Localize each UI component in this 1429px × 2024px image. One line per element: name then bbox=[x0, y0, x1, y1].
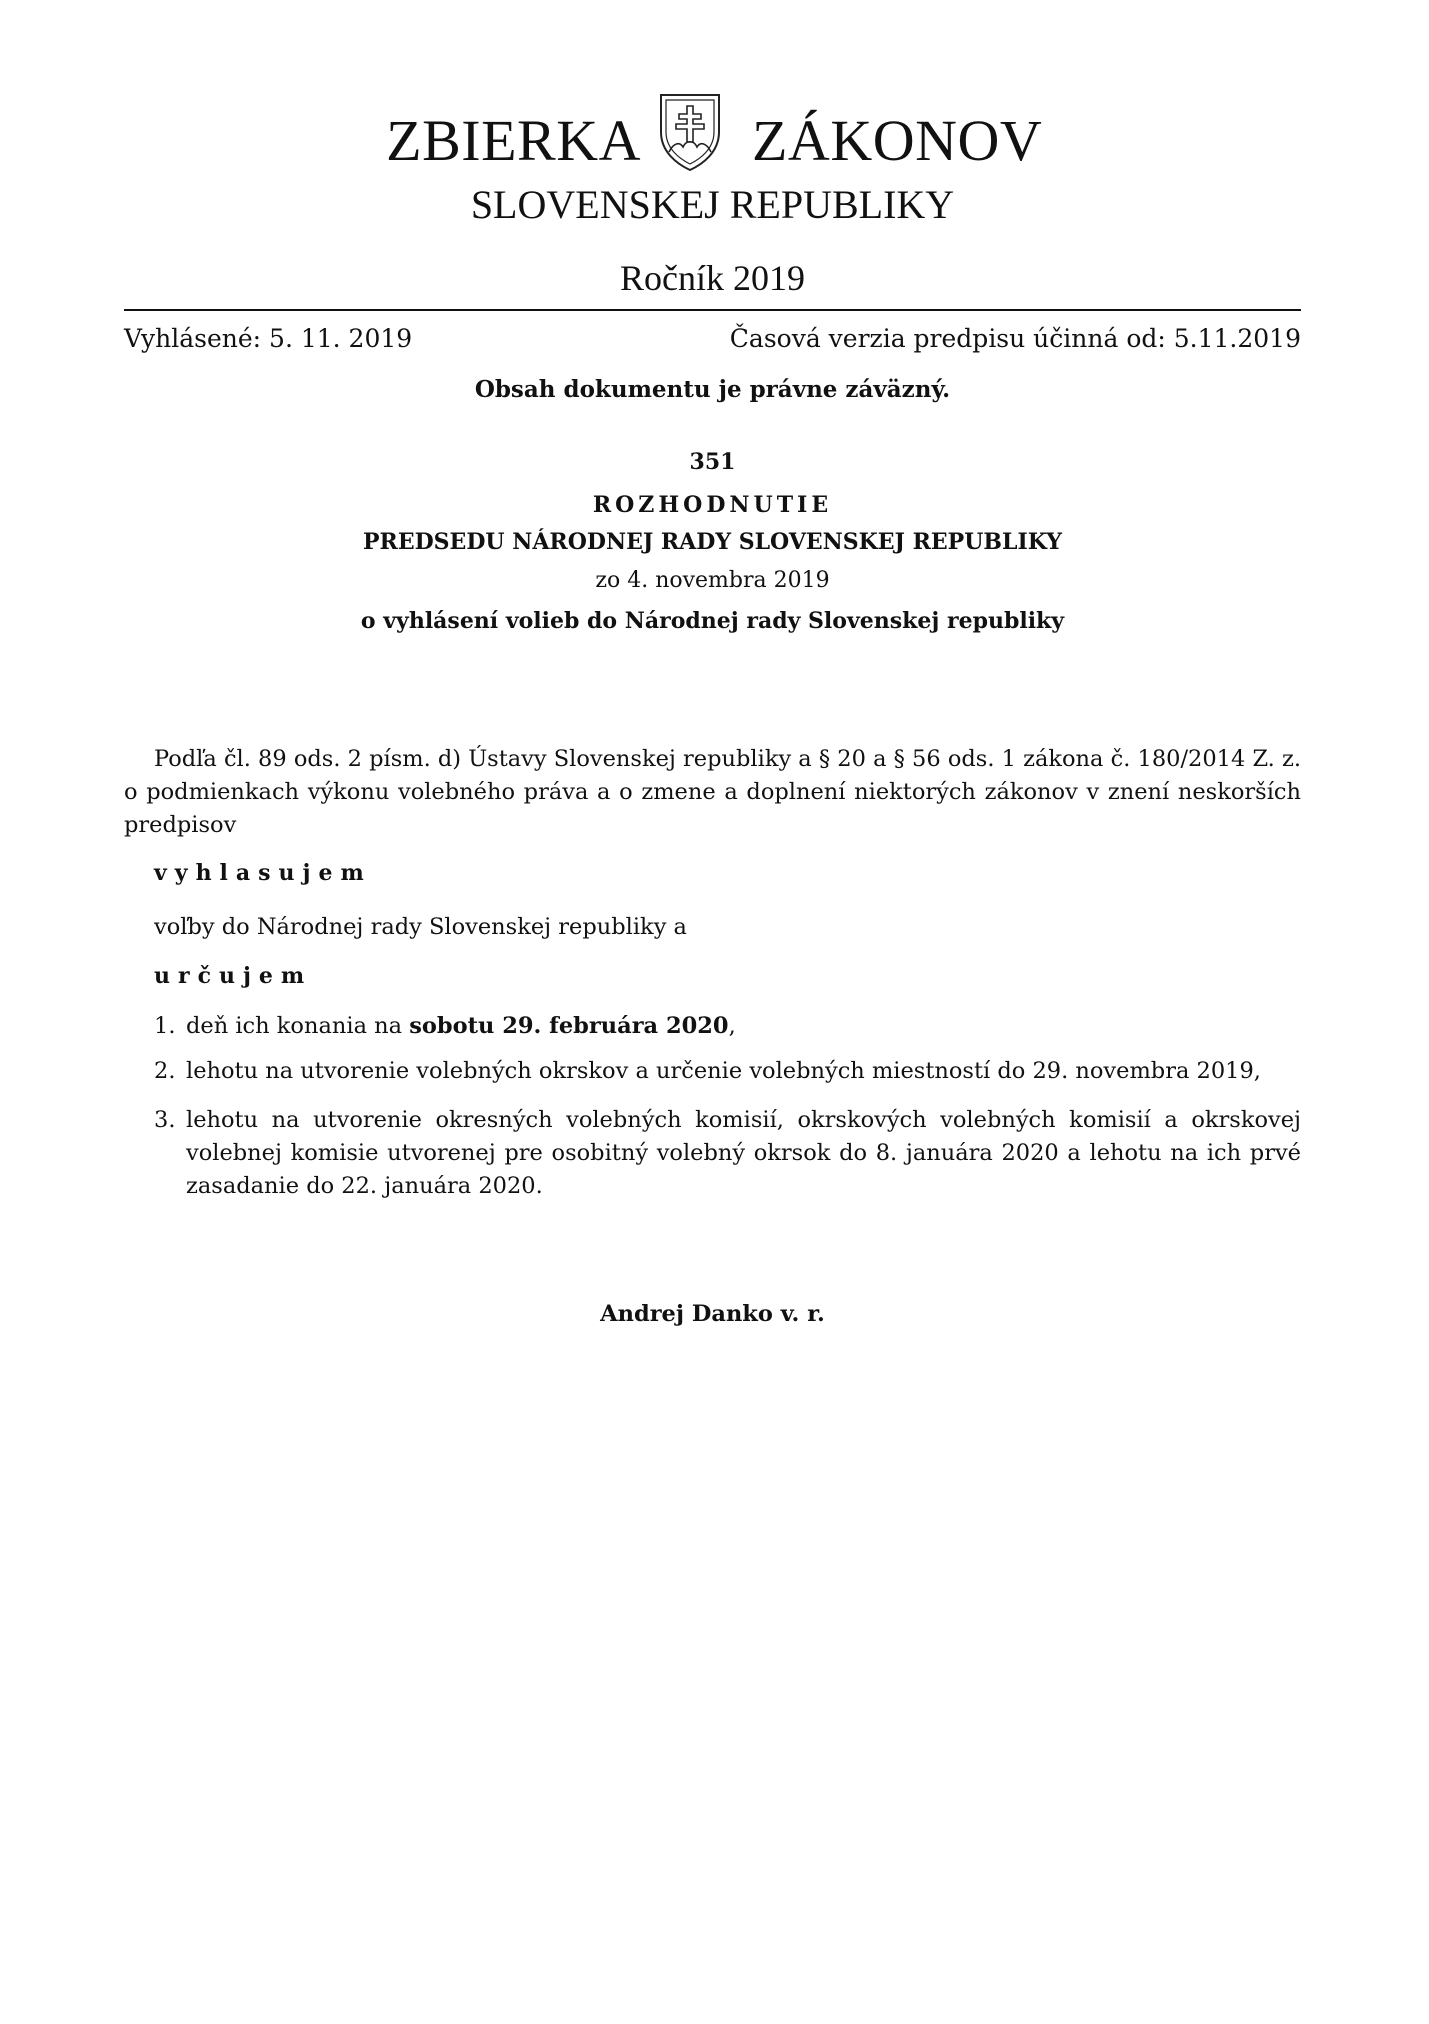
document-page bbox=[124, 0, 1301, 2024]
binding-note: Obsah dokumentu je právne záväzný. bbox=[474, 376, 951, 403]
masthead-title-right: ZÁKONOV bbox=[752, 108, 1043, 173]
list-item-number: 1. bbox=[154, 1013, 176, 1039]
list-item-text-before: deň ich konania na bbox=[186, 1013, 410, 1039]
determination-list bbox=[154, 1010, 1301, 1213]
list-item-text: lehotu na utvorenie okresných volebných komisií, okrskových volebných komisií a okrskovej volebnej komisie utvorenej pre osobitný volebný okrsok do 8. januára 2020 a lehotu na ich prvé zasadanie do 22. januára 2020. bbox=[186, 1107, 1301, 1199]
act-number: 351 bbox=[689, 449, 736, 475]
act-issuer: PREDSEDU NÁRODNEJ RADY SLOVENSKEJ REPUBLIKY bbox=[363, 529, 1062, 555]
header-divider bbox=[124, 309, 1301, 311]
masthead bbox=[124, 88, 1301, 178]
election-date: sobotu 29. februára 2020 bbox=[409, 1013, 729, 1039]
act-date: zo 4. novembra 2019 bbox=[595, 568, 830, 593]
masthead-subtitle: SLOVENSKEJ REPUBLIKY bbox=[470, 182, 955, 227]
effective-version: Časová verzia predpisu účinná od: 5.11.2019 bbox=[729, 324, 1301, 353]
verb-declare: vyhlasujem bbox=[154, 860, 372, 886]
list-item-text-after: , bbox=[728, 1013, 736, 1039]
slovak-coat-of-arms-icon bbox=[657, 92, 723, 172]
act-subject: o vyhlásení volieb do Národnej rady Slovenskej republiky bbox=[360, 608, 1065, 634]
list-item bbox=[154, 1104, 1301, 1203]
declaration-line: voľby do Národnej rady Slovenskej republiky a bbox=[154, 914, 687, 940]
list-item bbox=[154, 1055, 1301, 1088]
list-item-number: 2. bbox=[154, 1058, 176, 1084]
list-item-text: lehotu na utvorenie volebných okrskov a určenie volebných miestností do 29. novembra 2019, bbox=[186, 1058, 1261, 1084]
act-kind: ROZHODNUTIE bbox=[592, 492, 833, 518]
list-item-number: 3. bbox=[154, 1107, 176, 1133]
signature: Andrej Danko v. r. bbox=[600, 1301, 825, 1327]
volume-label: Ročník 2019 bbox=[620, 258, 805, 298]
intro-paragraph: Podľa čl. 89 ods. 2 písm. d) Ústavy Slovenskej republiky a § 20 a § 56 ods. 1 zákona č. 180/2014 Z. z. o podmienkach výkonu volebného práva a o zmene a doplnení niektorých zákonov v znení neskorších predpisov bbox=[124, 746, 1301, 838]
list-item bbox=[154, 1010, 1301, 1043]
published-date: Vyhlásené: 5. 11. 2019 bbox=[124, 324, 413, 353]
masthead-title-left: ZBIERKA bbox=[386, 108, 641, 173]
verb-determine: určujem bbox=[154, 963, 313, 989]
